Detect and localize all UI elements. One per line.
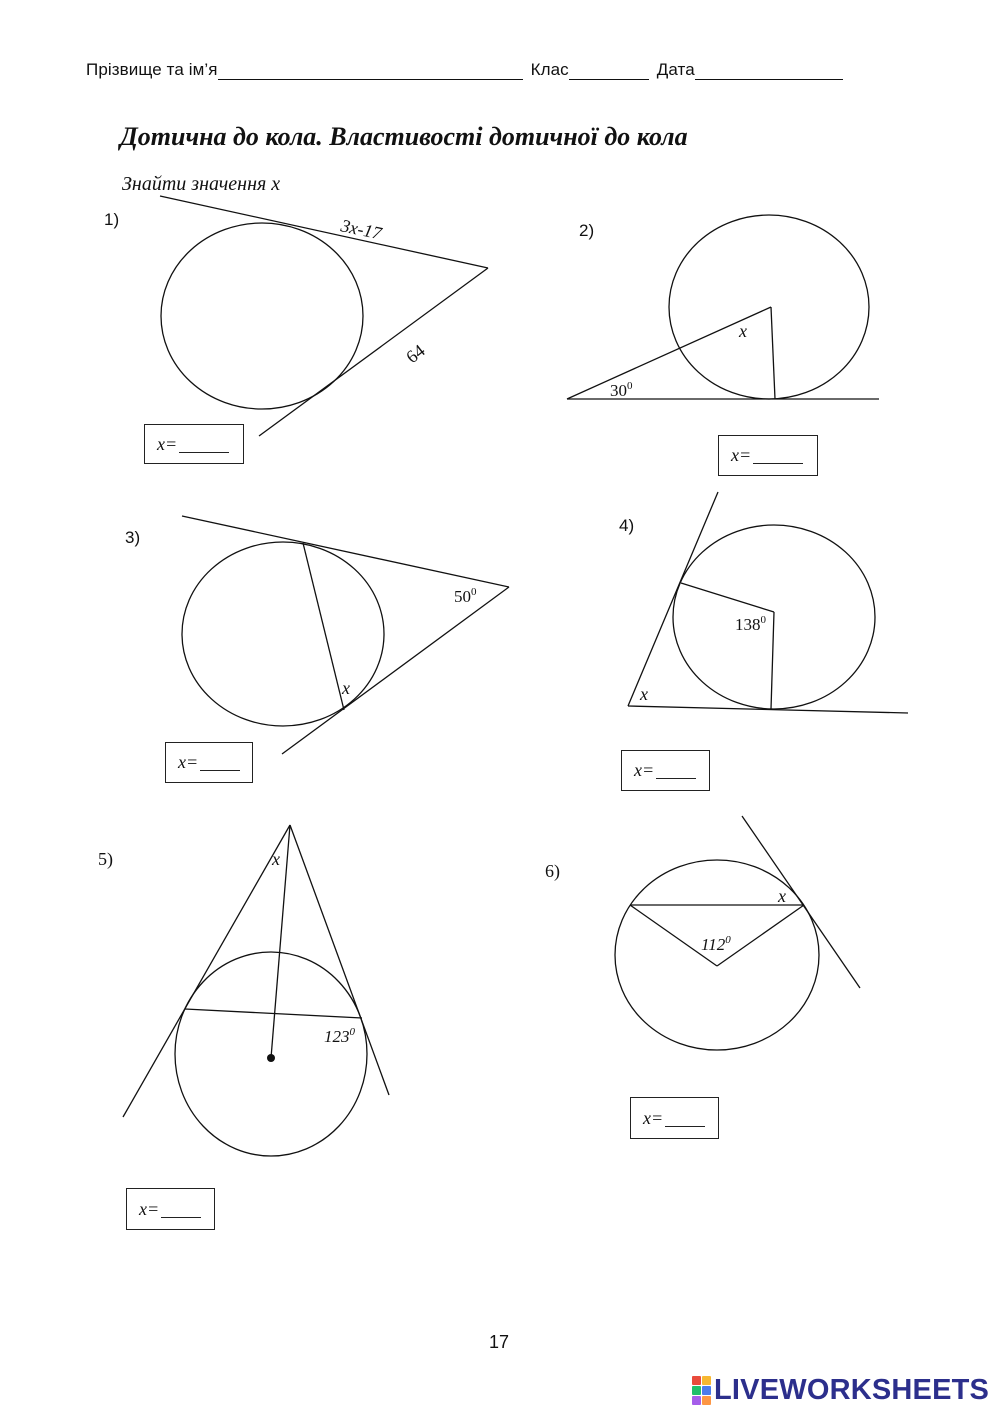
svg-text:1120 <box>701 934 731 954</box>
figure-5-label-123-degree: 0 <box>349 1026 355 1038</box>
figure-1-label-3x-17: 3x-17 <box>339 215 384 244</box>
figure-3-label-50: 50 <box>454 587 471 606</box>
figure-2-label-x: x <box>739 321 747 341</box>
figure-4-label-x: x <box>640 684 648 704</box>
answer-box-4 <box>621 750 710 791</box>
figure-5-label-x: x <box>272 849 280 869</box>
figure-3-tangent-bottom <box>282 587 509 754</box>
page-title: Дотична до кола. Властивості дотичної до кола <box>120 122 688 151</box>
figure-4 <box>628 492 908 713</box>
answer-6-prefix: x= <box>643 1107 664 1128</box>
answer-2-prefix: x= <box>731 445 752 465</box>
problem-1-number: 1) <box>104 210 120 229</box>
answer-5-prefix: x= <box>139 1198 160 1219</box>
figure-2 <box>567 215 879 400</box>
figure-3-label-x: x <box>342 678 350 698</box>
answer-3-prefix: x= <box>178 752 199 772</box>
answer-1-input[interactable] <box>179 436 229 453</box>
liveworksheets-logo <box>692 1374 989 1407</box>
liveworksheets-logo-mark <box>692 1376 711 1405</box>
figure-1-tangent-top <box>160 196 488 268</box>
figure-3-tangent-top <box>182 516 509 587</box>
date-label: Дата <box>656 60 695 79</box>
problem-2-number: 2) <box>579 221 595 240</box>
figure-6-label-112-degree: 0 <box>725 934 731 946</box>
svg-text:1380 <box>735 614 767 634</box>
figure-4-label-138-degree: 0 <box>760 614 766 626</box>
figure-1-label-64: 64 <box>402 340 429 368</box>
figure-6-tangent <box>742 816 860 988</box>
figure-4-tangent-bottom <box>628 706 908 713</box>
problem-6-number: 6) <box>545 861 560 881</box>
answer-box-5 <box>126 1188 215 1230</box>
page-number: 17 <box>489 1332 510 1352</box>
figure-2-label-30: 30 <box>610 381 627 400</box>
figure-5-tangent-left <box>123 825 290 1117</box>
figure-4-tangent-left <box>628 492 718 706</box>
answer-3-input[interactable] <box>200 754 240 771</box>
svg-text:1230 <box>324 1026 356 1046</box>
answer-2-input[interactable] <box>753 447 803 464</box>
task-instruction: Знайти значення x <box>122 173 281 195</box>
figure-6-label-x: x <box>778 886 786 906</box>
figure-2-circle <box>669 215 869 399</box>
name-label: Прізвище та ім’я <box>86 60 218 79</box>
figure-1 <box>160 196 488 436</box>
figure-1-circle <box>161 223 363 409</box>
figure-3-circle <box>182 542 384 726</box>
answer-box-2 <box>718 435 818 476</box>
figure-4-radius-bottom <box>771 612 774 709</box>
answer-box-1 <box>144 424 244 464</box>
figure-3-chord <box>303 543 344 710</box>
answer-6-input[interactable] <box>665 1110 705 1127</box>
figure-5-center-point <box>267 1054 275 1062</box>
figure-6-circle <box>615 860 819 1050</box>
problem-5-number: 5) <box>98 849 113 869</box>
figure-2-radius <box>771 307 775 399</box>
answer-box-6 <box>630 1097 719 1139</box>
figure-5-tangent-right <box>290 825 389 1095</box>
class-label: Клас <box>530 60 569 79</box>
logo-text: LIVEWORKSHEETS <box>714 1374 990 1406</box>
figure-4-label-138: 138 <box>735 615 761 634</box>
svg-text:500 <box>454 586 477 606</box>
figure-6 <box>615 816 860 1050</box>
answer-4-prefix: x= <box>634 760 655 780</box>
figure-3-label-50-degree: 0 <box>471 586 477 598</box>
problem-4-number: 4) <box>619 516 635 535</box>
answer-5-input[interactable] <box>161 1201 201 1218</box>
answer-4-input[interactable] <box>656 762 696 779</box>
figure-5-label-123: 123 <box>324 1027 350 1046</box>
problem-3-number: 3) <box>125 528 141 547</box>
figure-6-label-112: 112 <box>701 935 726 954</box>
svg-text:300 <box>610 380 633 400</box>
answer-1-prefix: x= <box>157 433 178 454</box>
figure-5 <box>123 825 389 1156</box>
answer-box-3 <box>165 742 253 783</box>
figure-5-chord <box>185 1009 362 1018</box>
figure-4-radius-left <box>681 583 774 612</box>
figure-3 <box>182 516 509 754</box>
figure-2-label-30-degree: 0 <box>627 380 633 392</box>
figure-1-tangent-bottom <box>259 268 488 436</box>
